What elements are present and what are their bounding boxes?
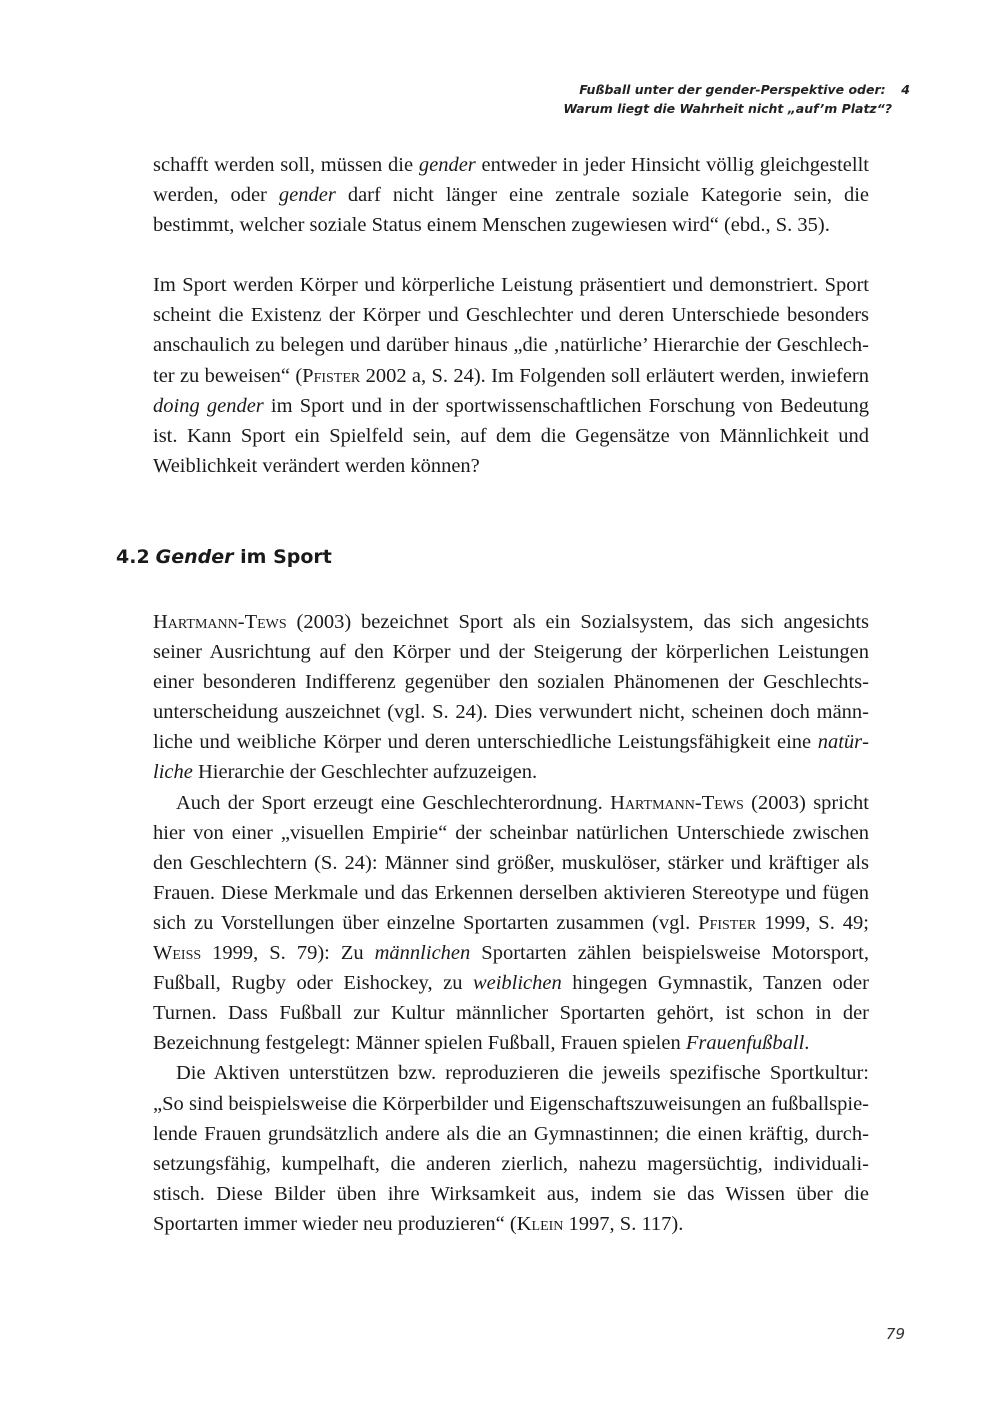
text-run: 1997, S. 117). <box>563 1212 684 1235</box>
running-header-line-1 <box>310 80 910 99</box>
text-run: schafft werden soll, müssen die <box>153 154 419 176</box>
italic-term: männlichen <box>374 942 471 965</box>
author-name: Pfister <box>698 911 757 934</box>
paragraph-continued <box>153 150 869 240</box>
text-run: hingegen Gymnastik, Tanzen oder Turnen. Dass Fußball zur Kultur männlicher Sportarten gehört, ist schon in der Bezeichnung festgelegt: Männer spielen Fußball, Frauen spielen <box>153 972 869 1055</box>
text-run: Im Sport werden Körper und körperliche Leistung präsentiert und demonstriert. Sport scheint die Existenz der Körper und Geschlechter und deren Unterschiede besonders anschaulich zu belegen und darüber hinaus „die ‚natürliche’ Hierarchie der Geschlechter zu beweisen“ ( <box>153 274 869 387</box>
paragraph-sport-bodies <box>153 270 869 481</box>
body-block-1 <box>153 150 869 481</box>
running-header <box>310 80 910 118</box>
page-number: 79 <box>885 1325 905 1343</box>
italic-term: gender <box>278 184 336 207</box>
paragraph-hartmann-tews <box>153 607 869 788</box>
italic-term: weiblichen <box>472 972 562 995</box>
text-run: Die Aktiven unterstützen bzw. reproduzieren die jeweils spezifische Sportkultur: „So sind beispielsweise die Körperbilder und Eigenschaftszuweisungen an fußballspielende Frauen grundsätzlich andere als die an Gymnastinnen; die einen kräftig, durchsetzungsfähig, kumpelhaft, die anderen zierlich, nahezu magersüchtig, individualistisch. Diese Bilder üben ihre Wirksamkeit aus, indem sie das Wissen über die Sportarten immer wieder neu produzieren“ ( <box>153 1062 869 1235</box>
body-block-2 <box>153 607 869 1239</box>
section-title-rest: im Sport <box>233 546 332 568</box>
text-run: Sportarten zählen beispielsweise Motorsport, Fußball, Rugby oder Eishockey, zu <box>153 942 869 995</box>
section-heading <box>116 546 332 568</box>
text-run: darf nicht länger eine zentrale soziale Kategorie sein, die bestimmt, welcher soziale Status einem Menschen zugewiesen wird“ (ebd., S. 35). <box>153 184 869 237</box>
running-header-title: Fußball unter der gender-Perspektive oder: <box>579 82 886 97</box>
chapter-number: 4 <box>901 82 910 97</box>
text-run: entweder in jeder Hinsicht völlig gleichgestellt werden, oder <box>153 154 869 207</box>
text-run: 1999, S. 79): Zu <box>201 942 375 965</box>
author-name: Weiß <box>153 942 202 965</box>
text-run: 2002 a, S. 24). Im Folgenden soll erläutert werden, inwiefern <box>360 364 869 387</box>
section-title-italic: Gender <box>155 546 234 568</box>
text-run: (2003) spricht hier von einer „visuellen Empirie“ der scheinbar natürlichen Unterschiede zwischen den Geschlechtern (S. 24): Männer sind größer, muskulöser, stärker und kräftiger als Frauen. Diese Merkmale und das Erkennen derselben aktivieren Stereotype und fügen sich zu Vorstellungen über einzelne Sportarten zusammen (vgl. <box>153 791 869 934</box>
text-run: 1999, S. 49; <box>756 911 869 934</box>
text-run: Auch der Sport erzeugt eine Geschlechterordnung. <box>176 791 611 814</box>
italic-term: gender <box>418 154 476 176</box>
section-number: 4.2 <box>116 546 150 568</box>
text-run: (2003) bezeichnet Sport als ein Sozialsystem, das sich angesichts seiner Ausrichtung auf den Körper und der Steigerung der körperlichen Leistungen einer besonderen Indifferenz gegenüber den sozialen Phänomenen der Geschlechtsunterscheidung auszeichnet (vgl. S. 24). Dies verwundert nicht, scheinen doch männliche und weibliche Körper und deren unterschiedliche Leistungsfähigkeit eine <box>153 611 869 754</box>
author-name: Klein <box>516 1212 564 1235</box>
author-name: Hartmann-Tews <box>610 791 744 814</box>
running-header-line-2: Warum liegt die Wahrheit nicht „auf’m Platz“? <box>563 101 892 116</box>
italic-term: Frauenfußball <box>685 1032 805 1055</box>
text-run: . <box>804 1032 810 1055</box>
author-name: Pfister <box>302 364 361 387</box>
paragraph-sport-culture <box>153 1058 869 1239</box>
italic-term: doing gender <box>153 394 264 417</box>
paragraph-gender-order <box>153 788 869 1059</box>
author-name: Hartmann-Tews <box>153 611 287 633</box>
italic-term: natürliche <box>153 731 869 784</box>
text-run: im Sport und in der sportwissenschaftlichen Forschung von Bedeutung ist. Kann Sport ein Spielfeld sein, auf dem die Gegensätze von Männlichkeit und Weiblichkeit verändert werden können? <box>153 394 870 477</box>
text-run: Hierarchie der Geschlechter aufzuzeigen. <box>192 761 538 784</box>
